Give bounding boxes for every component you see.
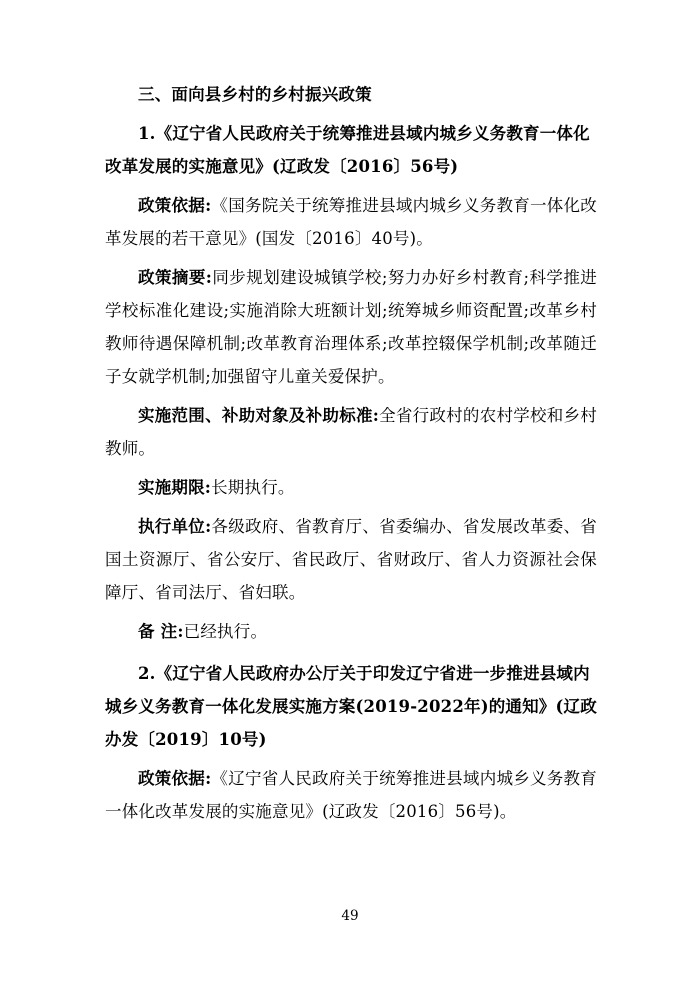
section-heading: 三、面向县乡村的乡村振兴政策: [138, 85, 372, 104]
policy-period-label: 实施期限:: [138, 478, 212, 497]
policy-remark-text: 已经执行。: [183, 622, 268, 641]
policy-period-text: 长期执行。: [211, 478, 295, 497]
policy-scope-label: 实施范围、补助对象及补助标准:: [138, 406, 380, 425]
policy-item-1-basis: [105, 189, 597, 255]
policy-item-2-basis: [105, 762, 597, 828]
policy-item-2-title: 2.《辽宁省人民政府办公厅关于印发辽宁省进一步推进县域内城乡义务教育一体化发展实施方案(2019-2022年)的通知》(辽政办发〔2019〕10号): [105, 664, 597, 749]
policy-item-1-title: 1.《辽宁省人民政府关于统筹推进县域内城乡义务教育一体化改革发展的实施意见》(辽政发〔2016〕56号): [105, 124, 590, 176]
page-number: 49: [341, 908, 359, 924]
policy-remark-label: 备 注:: [138, 622, 184, 641]
policy-basis-label-2: 政策依据:: [138, 769, 212, 788]
policy-basis-label: 政策依据:: [138, 196, 212, 215]
policy-basis-text: 《国务院关于统筹推进县域内城乡义务教育一体化改革发展的若干意见》(国发〔2016〕40号)。: [105, 196, 597, 248]
policy-basis-text-2: 《辽宁省人民政府关于统筹推进县域内城乡义务教育一体化改革发展的实施意见》(辽政发〔2016〕56号)。: [105, 769, 597, 821]
policy-item-1-scope: [105, 399, 597, 465]
policy-item-1-units: [105, 510, 597, 609]
policy-item-1-period: [105, 471, 597, 504]
policy-summary-label: 政策摘要:: [138, 268, 213, 287]
policy-summary-text: 同步规划建设城镇学校;努力办好乡村教育;科学推进学校标准化建设;实施消除大班额计划;统筹城乡师资配置;改革乡村教师待遇保障机制;改革教育治理体系;改革控辍保学机制;改革随迁子女就学机制;加强留守儿童关爱保护。: [105, 268, 597, 386]
policy-item-1-remark: [105, 615, 597, 648]
document-body: [105, 78, 597, 828]
policy-item-1-summary: [105, 261, 597, 393]
policy-scope-text: 全省行政村的农村学校和乡村教师。: [105, 406, 597, 458]
policy-units-text: 各级政府、省教育厅、省委编办、省发展改革委、省国土资源厅、省公安厅、省民政厅、省财政厅、省人力资源社会保障厅、省司法厅、省妇联。: [105, 517, 597, 602]
policy-units-label: 执行单位:: [138, 517, 212, 536]
